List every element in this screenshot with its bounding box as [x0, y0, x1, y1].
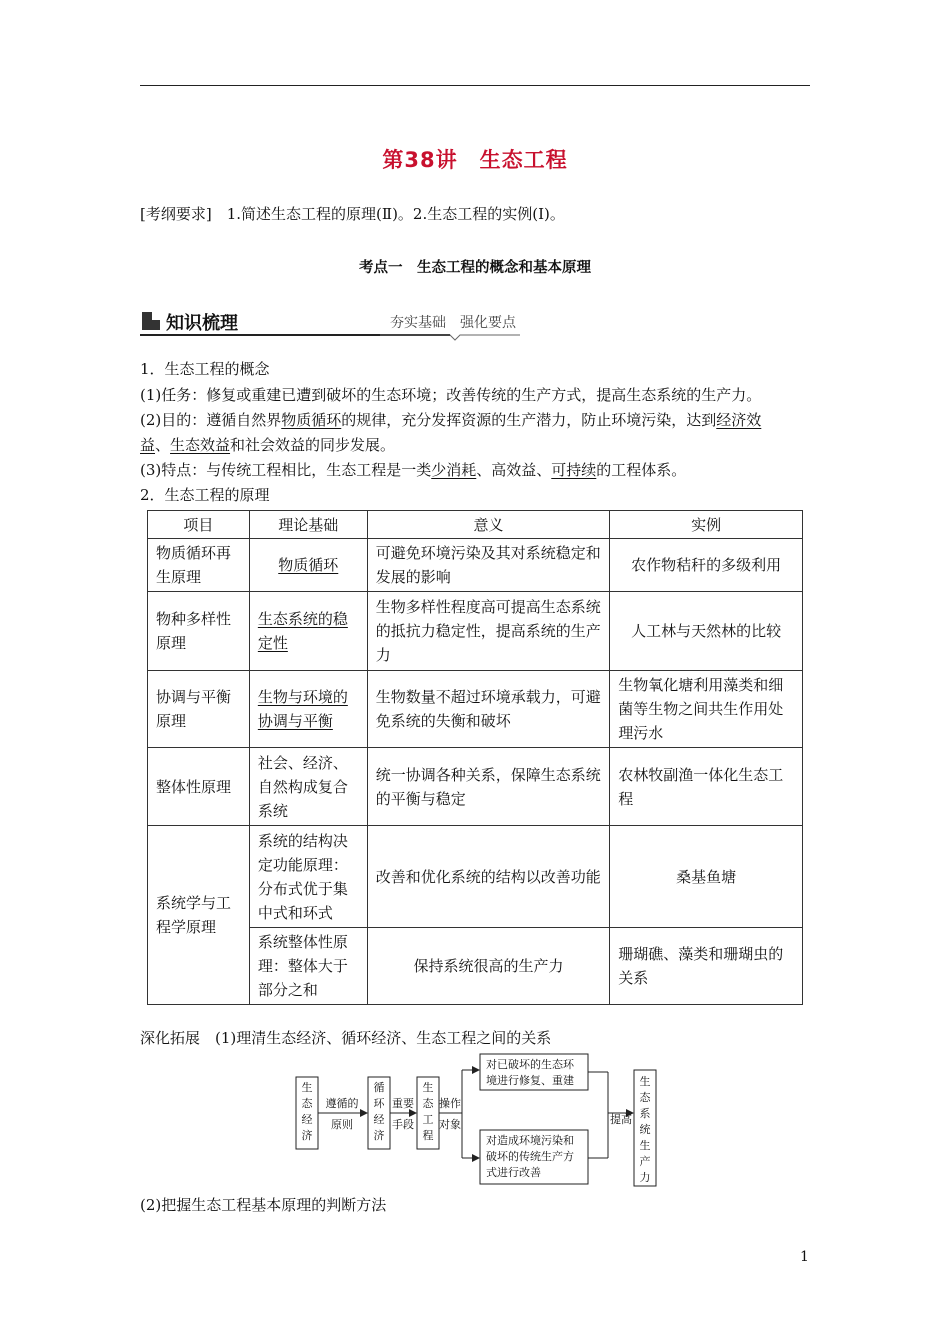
lower-box-line: 破坏的传统生产方	[486, 1150, 574, 1163]
label-object: 操作	[439, 1097, 461, 1110]
label-follow: 遵循的	[325, 1097, 359, 1110]
productivity-char: 生	[639, 1075, 651, 1088]
cell-meaning: 可避免环境污染及其对系统稳定和发展的影响	[367, 539, 610, 592]
eco-engineering-char: 工	[422, 1113, 434, 1126]
productivity-char: 力	[639, 1171, 651, 1184]
principles-heading: 2．生态工程的原理	[140, 486, 270, 504]
cell-example: 农林牧副渔一体化生态工程	[610, 748, 803, 826]
header-example: 实例	[610, 511, 803, 539]
cell-example: 生物氧化塘利用藻类和细菌等生物之间共生作用处理污水	[610, 671, 803, 748]
cell-basis: 生物与环境的协调与平衡	[249, 671, 367, 748]
label-means: 手段	[392, 1118, 414, 1131]
page-number: 1	[800, 1249, 809, 1265]
cell-example: 人工林与天然林的比较	[610, 592, 803, 671]
cell-meaning: 生物数量不超过环境承载力，可避免系统的失衡和破坏	[367, 671, 610, 748]
productivity-char: 统	[639, 1123, 651, 1136]
eco-economy-char: 生	[301, 1081, 313, 1094]
circular-economy-char: 循	[373, 1081, 385, 1094]
section-header	[140, 309, 520, 339]
table-row	[148, 826, 803, 928]
concept-task: (1)任务：修复或重建已遭到破坏的生态环境；改善传统的生产方式，提高生态系统的生产力。	[140, 386, 762, 404]
eco-economy-char: 经	[301, 1113, 313, 1126]
cell-item: 整体性原理	[148, 748, 250, 826]
principles-table	[147, 510, 803, 1005]
productivity-char: 态	[639, 1091, 651, 1104]
header-meaning: 意义	[367, 511, 610, 539]
section-underline	[140, 309, 522, 343]
page-title: 第38讲 生态工程	[382, 148, 568, 172]
cell-basis: 系统的结构决定功能原理：分布式优于集中式和环式	[249, 826, 367, 928]
exam-requirement: [考纲要求] 1.简述生态工程的原理(Ⅱ)。2.生态工程的实例(Ⅰ)。	[140, 205, 565, 223]
cell-meaning: 保持系统很高的生产力	[367, 928, 610, 1005]
relationship-diagram	[290, 1050, 670, 1190]
header-item: 项目	[148, 511, 250, 539]
table-row	[148, 539, 803, 592]
cell-item: 物种多样性原理	[148, 592, 250, 671]
judge-method: (2)把握生态工程基本原理的判断方法	[140, 1196, 387, 1214]
cell-item: 系统学与工程学原理	[148, 826, 250, 1005]
cell-example: 桑基鱼塘	[610, 826, 803, 928]
cell-item: 物质循环再生原理	[148, 539, 250, 592]
cell-basis: 物质循环	[249, 539, 367, 592]
upper-box-line: 对已破坏的生态环	[486, 1058, 574, 1071]
section-title: 知识梳理	[166, 313, 238, 334]
productivity-char: 产	[639, 1155, 651, 1168]
concept-goal-cont: 益、生态效益和社会效益的同步发展。	[140, 436, 396, 454]
lower-box-line: 式进行改善	[486, 1166, 541, 1179]
circular-economy-char: 环	[373, 1097, 385, 1110]
label-follow: 原则	[331, 1118, 353, 1131]
eco-economy-char: 态	[301, 1097, 313, 1110]
header-basis: 理论基础	[249, 511, 367, 539]
label-object: 对象	[439, 1118, 461, 1131]
cell-meaning: 改善和优化系统的结构以改善功能	[367, 826, 610, 928]
label-improve: 提高	[610, 1113, 632, 1126]
cell-example: 珊瑚礁、藻类和珊瑚虫的关系	[610, 928, 803, 1005]
table-header-row	[148, 511, 803, 539]
table-row	[148, 748, 803, 826]
circular-economy-char: 经	[373, 1113, 385, 1126]
cell-meaning: 统一协调各种关系，保障生态系统的平衡与稳定	[367, 748, 610, 826]
eco-engineering-char: 态	[422, 1097, 434, 1110]
eco-engineering-char: 程	[422, 1129, 434, 1142]
cell-basis: 系统整体性原理：整体大于部分之和	[249, 928, 367, 1005]
cell-item: 协调与平衡原理	[148, 671, 250, 748]
section-subtitle: 夯实基础 强化要点	[390, 315, 516, 331]
concept-feature: (3)特点：与传统工程相比，生态工程是一类少消耗、高效益、可持续的工程体系。	[140, 461, 687, 479]
topic-heading: 考点一 生态工程的概念和基本原理	[359, 260, 591, 276]
productivity-char: 生	[639, 1139, 651, 1152]
circular-economy-char: 济	[373, 1129, 385, 1142]
table-row	[148, 671, 803, 748]
cell-meaning: 生物多样性程度高可提高生态系统的抵抗力稳定性，提高系统的生产力	[367, 592, 610, 671]
top-rule	[140, 85, 810, 86]
concept-heading: 1．生态工程的概念	[140, 360, 270, 378]
eco-engineering-char: 生	[422, 1081, 434, 1094]
lower-box-line: 对造成环境污染和	[486, 1134, 574, 1147]
concept-goal: (2)目的：遵循自然界物质循环的规律，充分发挥资源的生产潜力，防止环境污染，达到经济效	[140, 411, 762, 429]
eco-economy-char: 济	[301, 1129, 313, 1142]
table-row	[148, 592, 803, 671]
productivity-char: 系	[639, 1107, 651, 1120]
cell-basis: 生态系统的稳定性	[249, 592, 367, 671]
cell-example: 农作物秸秆的多级利用	[610, 539, 803, 592]
label-means: 重要	[392, 1097, 414, 1110]
upper-box-line: 境进行修复、重建	[486, 1074, 574, 1087]
cell-basis: 社会、经济、自然构成复合系统	[249, 748, 367, 826]
extension-heading: 深化拓展 (1)理清生态经济、循环经济、生态工程之间的关系	[140, 1029, 552, 1047]
